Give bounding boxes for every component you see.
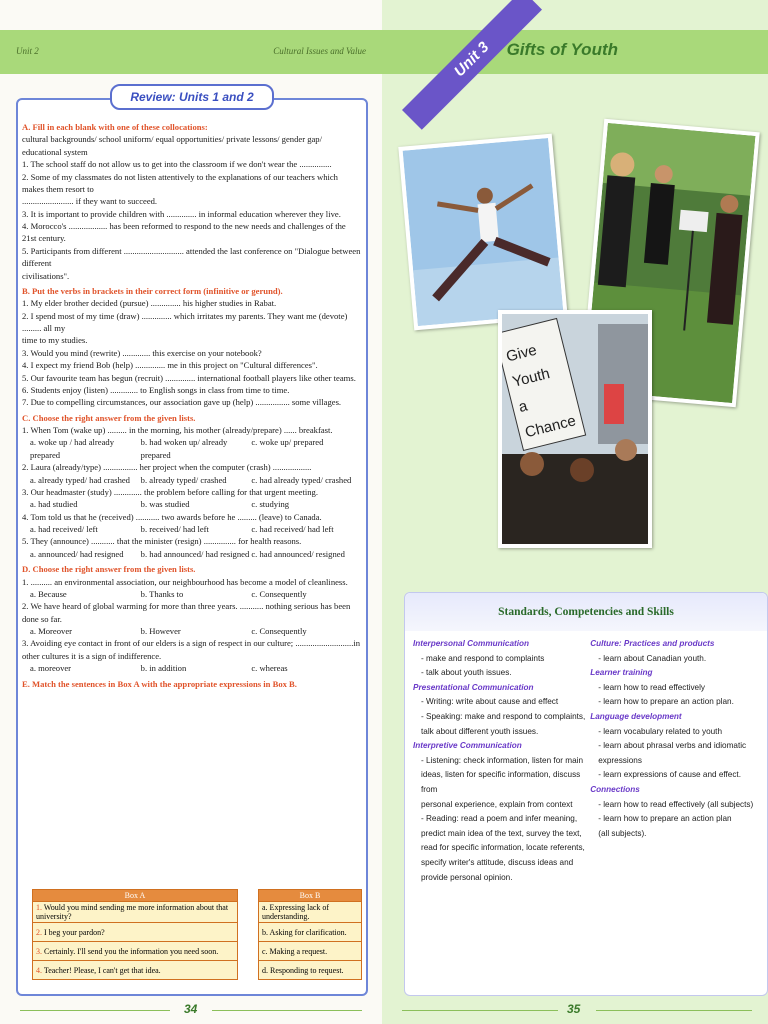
answer-options: [22, 523, 362, 535]
answer-option: c. woke up/ prepared: [251, 437, 324, 448]
page-number: 34: [184, 1002, 198, 1016]
answer-options: [22, 588, 362, 600]
answer-option: b. already typed/ crashed: [140, 474, 227, 485]
unit-topic: Cultural Issues and Value: [273, 46, 366, 56]
section-a-items: [22, 158, 362, 282]
standards-item: talk about different youth issues.: [421, 726, 539, 736]
collocation-list: cultural backgrounds/ school uniform/ equal opportunities/ private lessons/ gender gap/ educational system: [22, 134, 322, 157]
standards-category: Interpretive Communication: [413, 741, 522, 751]
box-b-cell: a. Expressing lack of understanding.: [259, 902, 362, 923]
answer-option: c. had already typed/ crashed: [251, 474, 352, 485]
footer-line: [402, 1010, 558, 1011]
box-b-title: Box B: [259, 890, 362, 902]
question-line: 6. Students enjoy (listen) ............. to English songs in class from time to time.: [22, 384, 290, 395]
box-b-cell: c. Making a request.: [259, 942, 362, 961]
standards-box: [404, 592, 768, 996]
section-a-heading: A. Fill in each blank with one of these collocations:: [22, 122, 208, 132]
box-a: [32, 889, 238, 980]
standards-category: Culture: Practices and products: [590, 639, 715, 648]
answer-option: b. had announced/ had resigned: [140, 548, 250, 559]
answer-option: b. However: [140, 626, 181, 636]
answer-option: a. Moreover: [30, 626, 72, 636]
answer-options: [22, 436, 362, 461]
answer-option: a. announced/ had resigned: [30, 548, 124, 559]
section-b-heading: B. Put the verbs in brackets in their correct form (infinitive or gerund).: [22, 285, 283, 296]
standards-category: Language development: [590, 711, 682, 721]
standards-item: predict main idea of the text, survey the text,: [421, 828, 582, 838]
standards-item: personal experience, explain from context: [421, 799, 573, 809]
page-number: 35: [567, 1002, 581, 1016]
standards-item: ideas, listen for specific information, discuss from: [421, 770, 581, 794]
question-line: 4. I expect my friend Bob (help) .............. me in this project on "Cultural differences".: [22, 360, 318, 371]
answer-option: c. studying: [251, 499, 290, 510]
question-line: 4. Morocco's .................. has been reformed to respond to the new needs and challenges of the 21st century.: [22, 221, 346, 244]
header-bar: [0, 30, 382, 74]
footer-line: [20, 1010, 170, 1011]
standards-item: expressions: [598, 755, 642, 765]
unit-title: Gifts of Youth: [506, 40, 618, 59]
item-number: 2.: [36, 927, 44, 937]
question-line: 2. Some of my classmates do not listen attentively to the explanations of our teachers which makes them resort to: [22, 171, 338, 194]
standards-item: provide personal opinion.: [421, 872, 513, 882]
standards-category: Presentational Communication: [413, 682, 534, 692]
question-line: 3. It is important to provide children with .............. in informal education wherever they live.: [22, 208, 341, 219]
footer-line: [212, 1010, 362, 1011]
question-line: 5. Our favourite team has begun (recruit) .............. international football players like other teams.: [22, 372, 356, 383]
question-line: 5. They (announce) ........... that the minister (resign) ............... for health reasons.: [22, 536, 302, 547]
item-number: 4.: [36, 965, 44, 975]
item-number: 1.: [36, 903, 44, 912]
section-c-heading: C. Choose the right answer from the given lists.: [22, 412, 196, 423]
answer-option: a. had received/ left: [30, 524, 98, 534]
standards-item: - talk about youth issues.: [421, 668, 512, 678]
review-title: Review: Units 1 and 2: [110, 84, 274, 110]
answer-option: b. received/ had left: [140, 524, 209, 534]
item-number: 3.: [36, 946, 44, 956]
standards-item: - learn expressions of cause and effect.: [598, 770, 741, 780]
answer-options: [22, 474, 362, 486]
box-a-row: [33, 942, 238, 961]
answer-option: c. Consequently: [251, 626, 307, 636]
standards-item: - Listening: check information, listen for main: [421, 755, 584, 765]
question-line: 1. The school staff do not allow us to get into the classroom if we don't wear the ...............: [22, 159, 332, 170]
question-line: time to my studies.: [22, 335, 88, 346]
box-a-cell: 3. Certainly. I'll send you the information you need soon.: [33, 942, 238, 961]
protest-image: [502, 314, 648, 544]
answer-option: b. in addition: [140, 663, 187, 674]
answer-option: a. had studied: [30, 499, 78, 510]
photo-jumping-youth: [398, 134, 567, 331]
box-a-row: [33, 961, 238, 980]
question-line: 2. I spend most of my time (draw) .............. which irritates my parents. They want me (devote) ......... all my: [22, 310, 348, 333]
answer-option: c. had received/ had left: [251, 524, 334, 534]
answer-options: [22, 625, 362, 637]
box-b-cell: d. Responding to request.: [259, 961, 362, 980]
question-line: 1. My elder brother decided (pursue) .............. his higher studies in Rabat.: [22, 298, 277, 309]
standards-category: Connections: [590, 784, 640, 794]
question-line: 1. .......... an environmental association, our neighbourhood has become a model of cleanliness.: [22, 576, 348, 587]
answer-option: a. moreover: [30, 663, 72, 674]
question-line: 2. We have heard of global warming for more than three years. ........... nothing serious has been done so far.: [22, 601, 351, 624]
question-line: 3. Would you mind (rewrite) ............. this exercise on your notebook?: [22, 347, 262, 358]
standards-item: - Speaking: make and respond to complaints,: [421, 711, 586, 721]
answer-option: c. Consequently: [251, 588, 307, 599]
unit-label: Unit 2: [16, 46, 39, 56]
standards-item: specify writer's attitude, discuss ideas and: [421, 857, 574, 867]
box-b-row: [259, 902, 362, 923]
question-line: 2. Laura (already/type) ................ her project when the computer (crash) ..................: [22, 462, 312, 473]
box-b-row: [259, 961, 362, 980]
section-d-items: [22, 576, 362, 675]
answer-option: b. was studied: [140, 499, 190, 510]
review-content: [22, 118, 362, 690]
box-a-row: [33, 902, 238, 923]
standards-item: (all subjects).: [598, 828, 647, 838]
match-tables: [32, 889, 362, 980]
unit-tag: Unit 3: [402, 0, 542, 130]
answer-option: b. had woken up/ already prepared: [140, 437, 228, 460]
question-line: civilisations".: [22, 270, 70, 281]
question-line: 7. Due to compelling circumstances, our association gave up (help) ................ some villages.: [22, 397, 342, 408]
question-line: 5. Participants from different ............................ attended the last conference on "Dialogue between different: [22, 245, 361, 269]
protest-sign-text: GiveYouthaChance: [504, 341, 578, 442]
box-b: [258, 889, 362, 980]
answer-option: c. had announced/ resigned: [251, 548, 345, 559]
section-c-items: [22, 424, 362, 560]
standards-item: read for specific information, locate referents,: [421, 843, 585, 853]
answer-options: [22, 498, 362, 510]
standards-col-2: [590, 637, 759, 885]
question-line: 3. Our headmaster (study) ............. the problem before calling for that urgent meeting.: [22, 486, 319, 497]
box-a-cell: 4. Teacher! Please, I can't get that idea.: [33, 961, 238, 980]
box-b-row: [259, 923, 362, 942]
box-a-cell: 2. I beg your pardon?: [33, 923, 238, 942]
answer-option: b. Thanks to: [140, 588, 184, 599]
jumping-youth-image: [403, 138, 564, 326]
standards-col-1: [413, 637, 590, 885]
standards-item: - Reading: read a poem and infer meaning,: [421, 814, 578, 824]
answer-option: a. woke up / had already prepared: [30, 437, 114, 460]
question-line: 1. When Tom (wake up) ......... in the morning, his mother (already/prepare) ...... breakfast.: [22, 425, 333, 435]
standards-item: - learn how to read effectively (all subjects): [598, 799, 754, 809]
standards-item: - learn how to prepare an action plan.: [598, 697, 734, 707]
question-line: 3. Avoiding eye contact in front of our elders is a sign of respect in our culture; ...........................in other cultures it is a sign of indifference.: [22, 638, 361, 661]
standards-item: - learn vocabulary related to youth: [598, 726, 723, 736]
standards-item: - make and respond to complaints: [421, 653, 545, 663]
box-a-row: [33, 923, 238, 942]
box-a-title: Box A: [33, 890, 238, 902]
answer-option: a. already typed/ had crashed: [30, 474, 130, 485]
question-line: 4. Tom told us that he (received) ........... two awards before he ......... (leave) to Canada.: [22, 511, 322, 522]
standards-item: - learn about Canadian youth.: [598, 653, 707, 663]
answer-options: [22, 662, 362, 674]
standards-category: Interpersonal Communication: [413, 639, 530, 648]
standards-item: - learn about phrasal verbs and idiomatic: [598, 741, 747, 751]
photo-protest: [498, 310, 652, 548]
standards-heading: Standards, Competencies and Skills: [405, 593, 767, 631]
footer-line: [596, 1010, 752, 1011]
section-e-heading: E. Match the sentences in Box A with the appropriate expressions in Box B.: [22, 678, 297, 689]
answer-option: c. whereas: [251, 663, 288, 674]
standards-category: Learner training: [590, 668, 653, 678]
standards-item: - learn how to read effectively: [598, 682, 706, 692]
answer-option: a. Because: [30, 588, 67, 599]
box-a-cell: 1. Would you mind sending me more information about that university?: [33, 902, 238, 923]
section-d-heading: D. Choose the right answer from the given lists.: [22, 564, 196, 575]
right-page: [382, 0, 768, 1024]
standards-item: - learn how to prepare an action plan: [598, 814, 732, 824]
question-line: ........................ if they want to succeed.: [22, 196, 158, 207]
answer-options: [22, 548, 362, 560]
box-b-cell: b. Asking for clarification.: [259, 923, 362, 942]
left-page: [0, 0, 382, 1024]
section-b-items: [22, 297, 362, 408]
box-b-row: [259, 942, 362, 961]
standards-item: - Writing: write about cause and effect: [421, 697, 559, 707]
